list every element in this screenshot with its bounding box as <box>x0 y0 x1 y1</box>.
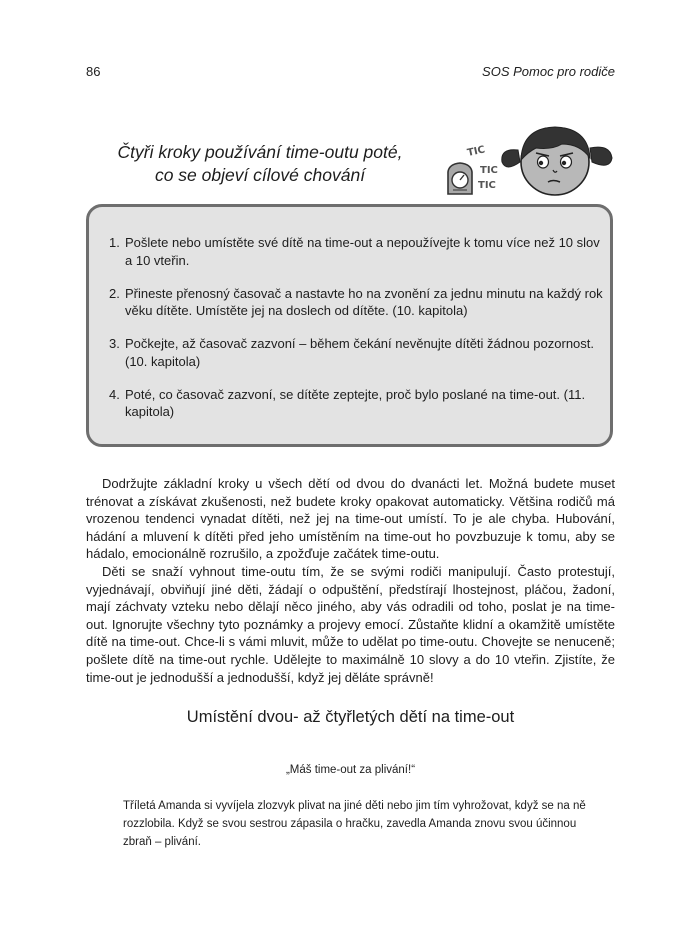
quote-title: „Máš time-out za plivání!“ <box>285 764 416 776</box>
subsection-heading: Umístění dvou- až čtyřletých dětí na time-out <box>186 708 515 726</box>
step-text: Přineste přenosný časovač a nastavte ho na zvonění za jednu minutu na každý rok věku dítěte. Umístěte jej na doslech od dítěte. (10. kapitola) <box>125 285 603 318</box>
tic-sound-word: TIC <box>466 144 487 159</box>
body-text <box>86 475 615 686</box>
step-item <box>109 335 605 370</box>
step-item <box>109 386 605 421</box>
story-text: Tříletá Amanda si vyvíjela zlozvyk plivat na jiné děti nebo jim tím vyhrožovat, když se na ně rozzlobila. Když se svou sestrou zápasila o hračku, zavedla Amanda znovu svou účinnou zbraň – plivání. <box>123 800 586 848</box>
body-paragraph: Dodržujte základní kroky u všech dětí od dvou do dvanácti let. Možná budete muset trénovat a získávat zkušenosti, než budete kroky opakovat automaticky. Většina rodičů má vrozenou tendenci vynadat dítěti, než jej na time-out umístí. To je ale chyba. Hubování, hádání a mluvení k dítěti před jeho umístěním na time-out ho povzbuzuje k tomu, aby se hádalo, emocionálně rozrušilo, a zpožďuje začátek time-outu. <box>86 476 615 562</box>
kitchen-timer-icon <box>448 163 472 194</box>
section-title <box>100 141 420 187</box>
section-title-line: Čtyři kroky používání time-outu poté, <box>117 142 403 162</box>
step-number: 3. <box>109 336 120 351</box>
step-number: 2. <box>109 285 120 301</box>
timer-girl-illustration <box>440 110 620 202</box>
page-number: 86 <box>86 64 101 79</box>
step-item <box>109 285 605 320</box>
step-number: 4. <box>109 386 120 402</box>
section-title-line: co se objeví cílové chování <box>154 165 366 185</box>
sulking-girl-illustration <box>502 127 612 195</box>
running-header: SOS Pomoc pro rodiče <box>482 64 615 79</box>
step-text: Počkejte, až časovač zazvoní – během čekání nevěnujte dítěti žádnou pozornost. (10. kapitola) <box>125 336 595 369</box>
step-item <box>109 234 605 269</box>
step-number: 1. <box>109 235 120 250</box>
steps-box <box>86 204 613 447</box>
tic-sound-word: TIC <box>480 165 498 176</box>
tic-sound-word: TIC <box>478 180 496 191</box>
step-text: Poté, co časovač zazvoní, se dítěte zeptejte, proč bylo poslané na time-out. (11. kapitola) <box>125 386 586 419</box>
step-text: Pošlete nebo umístěte své dítě na time-out a nepoužívejte k tomu více než 10 slov a 10 vteřin. <box>125 235 600 268</box>
steps-list <box>109 234 605 436</box>
body-paragraph: Děti se snaží vyhnout time-outu tím, že se svými rodiči manipulují. Často protestují, vyjednávají, obviňují jiné děti, žádají o odpuštění, předstírají lhostejnost, pláčou, žadoní, mají záchvaty vzteku nebo dělají něco jiného, aby vás odradili od toho, poslat je na time-out. Ignorujte všechny tyto poznámky a projevy emocí. Zůstaňte klidní a okamžitě umístěte dítě na time-out. Chce-li s vámi mluvit, může to udělat po time-outu. Chovejte se nenuceně; pošlete dítě na time-out rychle. Udělejte to maximálně 10 slovy a do 10 vteřin. Zjistíte, že time-out je jednodušší a jednodušší, když jej děláte správně! <box>86 563 615 685</box>
